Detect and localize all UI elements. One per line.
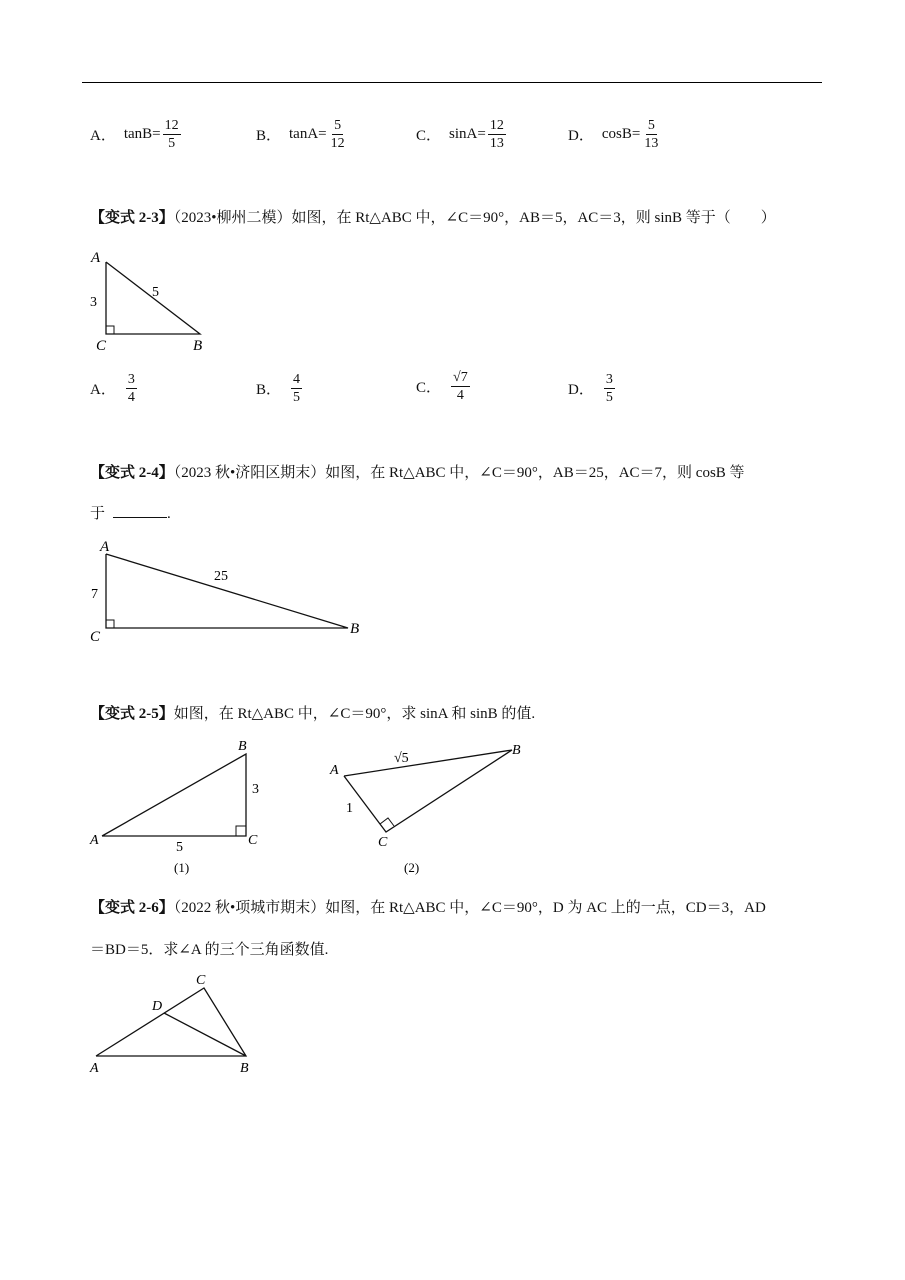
denominator: 13 bbox=[489, 136, 504, 151]
q23-option-d[interactable] bbox=[568, 372, 617, 405]
figure-2-6 bbox=[86, 968, 266, 1080]
vertex-b: B bbox=[240, 1061, 249, 1076]
numerator: √7 bbox=[453, 370, 468, 385]
denominator: 4 bbox=[456, 388, 464, 403]
right-angle-mark bbox=[106, 326, 114, 334]
option-label: D． bbox=[568, 382, 594, 398]
vertex-a: A bbox=[100, 539, 110, 555]
denominator: 5 bbox=[168, 136, 176, 151]
option-d[interactable] bbox=[568, 118, 662, 151]
q23-option-b[interactable] bbox=[256, 372, 304, 405]
denominator: 13 bbox=[644, 136, 659, 151]
segment-bd bbox=[164, 1013, 246, 1056]
vertex-c: C bbox=[196, 973, 206, 988]
numerator: 12 bbox=[164, 118, 179, 133]
numerator: 3 bbox=[605, 372, 613, 387]
triangle bbox=[106, 554, 348, 628]
side-ac-label: 5 bbox=[176, 840, 183, 855]
q23-option-c[interactable] bbox=[416, 370, 472, 403]
figure-2-5-1 bbox=[86, 734, 272, 878]
question-2-6-line2 bbox=[90, 940, 328, 960]
numerator: 5 bbox=[334, 118, 342, 133]
option-label: B． bbox=[256, 128, 282, 144]
question-text: （2023 秋•济阳区期末）如图，在 Rt△ABC 中，∠C＝90°，AB＝25，AC＝7，则 cosB 等 bbox=[173, 465, 745, 481]
option-label: C． bbox=[416, 380, 442, 396]
vertex-c: C bbox=[96, 338, 107, 354]
option-label: A． bbox=[90, 382, 116, 398]
answer-blank[interactable] bbox=[113, 503, 167, 518]
question-tag: 【变式 2-6】 bbox=[90, 900, 174, 916]
question-text: ＝BD＝5．求∠A 的三个三角函数值. bbox=[90, 942, 329, 958]
vertex-b: B bbox=[350, 621, 360, 637]
fraction bbox=[291, 372, 302, 405]
triangle bbox=[344, 750, 512, 832]
right-angle-mark bbox=[236, 826, 246, 836]
side-ac-label: 1 bbox=[346, 801, 353, 816]
triangle bbox=[96, 988, 246, 1056]
vertex-d: D bbox=[152, 999, 163, 1014]
vertex-a: A bbox=[330, 763, 339, 778]
denominator: 5 bbox=[293, 390, 301, 405]
question-text: 如图，在 Rt△ABC 中，∠C＝90°，求 sinA 和 sinB 的值. bbox=[173, 706, 536, 722]
question-tag: 【变式 2-4】 bbox=[90, 465, 174, 481]
question-tag: 【变式 2-3】 bbox=[90, 210, 174, 226]
figure-caption: (1) bbox=[174, 860, 190, 875]
option-expr: sinA= bbox=[449, 126, 486, 142]
numerator: 5 bbox=[647, 118, 655, 133]
fraction bbox=[126, 372, 137, 405]
question-2-3 bbox=[90, 208, 776, 228]
side-ab-label: √5 bbox=[394, 751, 409, 766]
option-expr: tanA= bbox=[289, 126, 327, 142]
option-expr: tanB= bbox=[123, 126, 161, 142]
fraction bbox=[488, 118, 506, 151]
fraction bbox=[604, 372, 615, 405]
figure-caption: (2) bbox=[404, 860, 420, 875]
vertex-b: B bbox=[512, 743, 521, 758]
fraction bbox=[642, 118, 660, 151]
fraction bbox=[451, 370, 470, 403]
question-2-4-line2 bbox=[90, 503, 171, 524]
option-expr: cosB= bbox=[601, 126, 641, 142]
question-text: （2022 秋•项城市期末）如图，在 Rt△ABC 中，∠C＝90°，D 为 AC 上的一点，CD＝3，AD bbox=[173, 900, 766, 916]
option-label: A． bbox=[90, 128, 116, 144]
option-label: B． bbox=[256, 382, 282, 398]
option-label: D． bbox=[568, 128, 594, 144]
vertex-a: A bbox=[91, 250, 101, 266]
vertex-a: A bbox=[90, 833, 99, 848]
option-a[interactable] bbox=[90, 118, 183, 151]
denominator: 4 bbox=[127, 390, 135, 405]
side-ac-label: 7 bbox=[91, 587, 98, 602]
numerator: 12 bbox=[489, 118, 504, 133]
figure-2-5-2 bbox=[328, 736, 534, 880]
question-2-6 bbox=[90, 898, 766, 918]
q23-option-a[interactable] bbox=[90, 372, 139, 405]
right-angle-mark bbox=[106, 620, 114, 628]
figure-2-4 bbox=[86, 534, 376, 648]
fraction bbox=[329, 118, 347, 151]
figure-2-3 bbox=[86, 248, 216, 356]
vertex-c: C bbox=[248, 833, 258, 848]
question-2-4 bbox=[90, 463, 745, 483]
vertex-c: C bbox=[90, 629, 101, 645]
side-bc-label: 3 bbox=[252, 782, 259, 797]
triangle bbox=[102, 754, 246, 836]
question-text: 于 bbox=[90, 506, 106, 522]
option-label: C． bbox=[416, 128, 442, 144]
question-text-end: . bbox=[167, 506, 171, 522]
option-b[interactable] bbox=[256, 118, 349, 151]
vertex-a: A bbox=[90, 1061, 99, 1076]
header-rule bbox=[82, 82, 822, 83]
question-text: （2023•柳州二模）如图，在 Rt△ABC 中，∠C＝90°，AB＝5，AC＝3，则 sinB 等于（ ） bbox=[173, 210, 776, 226]
option-c[interactable] bbox=[416, 118, 508, 151]
right-angle-mark bbox=[380, 818, 394, 826]
vertex-b: B bbox=[193, 338, 203, 354]
side-ac-label: 3 bbox=[90, 295, 97, 310]
question-tag: 【变式 2-5】 bbox=[90, 706, 174, 722]
side-ab-label: 25 bbox=[214, 569, 228, 584]
side-ab-label: 5 bbox=[152, 285, 159, 300]
vertex-c: C bbox=[378, 835, 388, 850]
question-2-5 bbox=[90, 704, 535, 724]
denominator: 5 bbox=[605, 390, 613, 405]
fraction bbox=[163, 118, 181, 151]
numerator: 4 bbox=[293, 372, 301, 387]
denominator: 12 bbox=[330, 136, 345, 151]
numerator: 3 bbox=[127, 372, 135, 387]
vertex-b: B bbox=[238, 739, 247, 754]
